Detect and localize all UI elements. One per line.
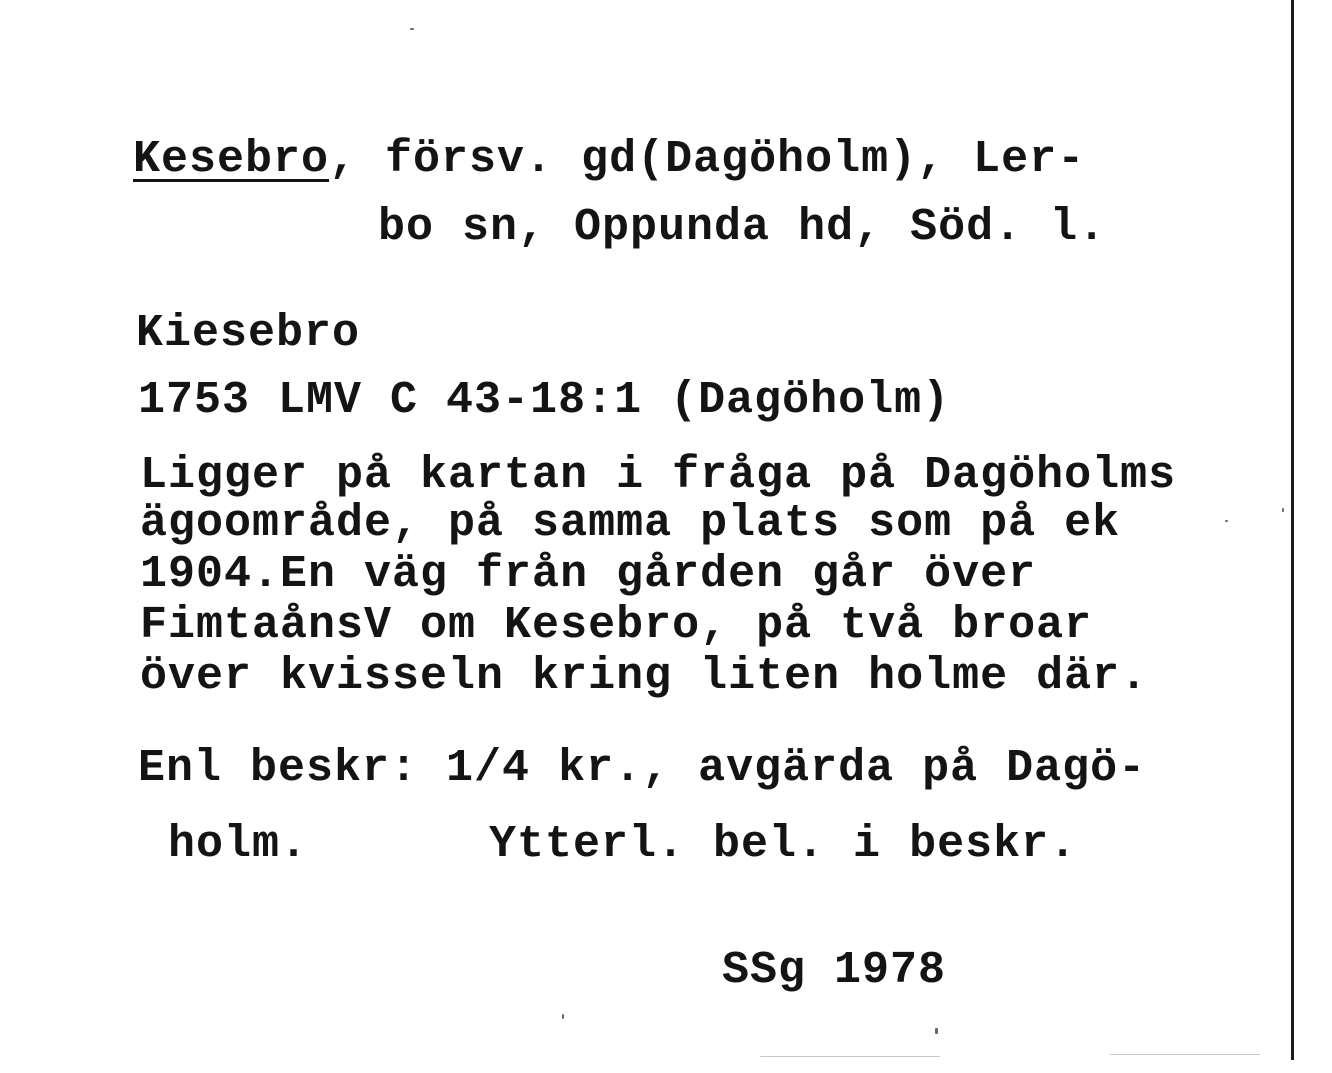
description-line: ägoområde, på samma plats som på ek (140, 498, 1121, 549)
heading-type: , försv. gd (329, 134, 638, 185)
scan-speck (410, 28, 414, 30)
description-line: Ligger på kartan i fråga på Dagöholms (140, 450, 1177, 501)
scan-speck (1282, 508, 1284, 512)
description-note-line-2b: Ytterl. bel. i beskr. (489, 819, 1078, 870)
heading-parish-start: , Ler- (917, 134, 1086, 185)
description-note-line-2a: holm. (168, 819, 309, 870)
card-edge-line (1291, 0, 1294, 1060)
variant-form: Kiesebro (136, 308, 361, 359)
heading-line-2: bo sn, Oppunda hd, Söd. l. (378, 202, 1107, 253)
description-line: över kvisseln kring liten holme där. (140, 651, 1149, 702)
description-line: FimtaånsV om Kesebro, på två broar (140, 600, 1093, 651)
signature: SSg 1978 (722, 945, 947, 996)
scan-speck (760, 1056, 940, 1057)
headword: Kesebro (133, 134, 330, 185)
scan-speck (562, 1014, 564, 1019)
description-line: 1904.En väg från gården går över (140, 549, 1037, 600)
scan-speck (1225, 520, 1228, 522)
source-reference: 1753 LMV C 43-18:1 (Dagöholm) (138, 375, 951, 426)
heading-line-1: Kesebro, försv. gd(Dagöholm), Ler- (133, 134, 1086, 185)
scan-speck (1110, 1054, 1260, 1055)
heading-estate: Dagöholm (665, 134, 890, 185)
scan-speck (935, 1028, 938, 1034)
description-note-line-1: Enl beskr: 1/4 kr., avgärda på Dagö- (138, 743, 1147, 794)
